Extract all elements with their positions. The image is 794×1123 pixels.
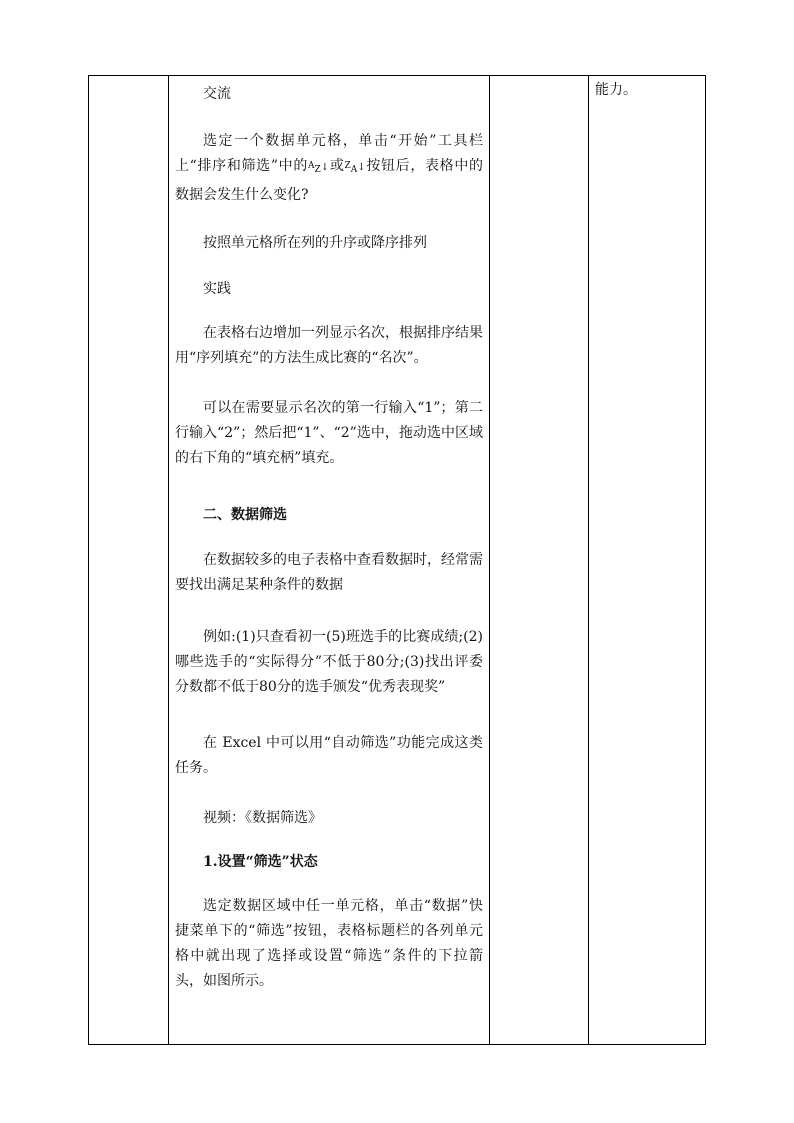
sort-question-or: 或 [329,158,345,174]
paragraph-exchange: 交流 [203,86,231,102]
paragraph-practice: 实践 [203,281,231,297]
main-content-cell [169,76,489,1044]
paragraph-rank-column: 在表格右边增加一列显示名次，根据排序结果用“序列填充”的方法生成比赛的“名次”。 [175,325,483,366]
paragraph-filter-example: 例如:(1)只查看初一(5)班选手的比赛成绩;(2)哪些选手的“实际得分”不低于80分;(3)找出评委分数都不低于80分的选手颁发“优秀表现奖” [175,629,483,695]
sort-question-suffix: 按钮后，表格中的数据会发生什么变化? [175,158,483,203]
paragraph-sort-answer: 按照单元格所在列的升序或降序排列 [203,235,427,251]
ability-cell: 能力。 [595,82,637,98]
paragraph-fill-handle: 可以在需要显示名次的第一行输入“1”；第二行输入“2”；然后把“1”、“2”选中，拖动选中区域的右下角的“填充柄”填充。 [175,400,483,466]
subheading-filter-state: 1.设置“筛选”状态 [203,854,318,870]
sort-ascending-icon: AZ↓ [308,161,330,175]
paragraph-sort-question [175,129,483,208]
paragraph-video: 视频：《数据筛选》 [203,810,322,826]
sort-descending-icon: ZA↓ [344,161,366,175]
sort-question-prefix: 选定一个数据单元格，单击“开始”工具栏上“排序和筛选”中的 [175,133,483,174]
paragraph-filter-steps: 选定数据区域中任一单元格，单击“数据”快捷菜单下的“筛选”按钮，表格标题栏的各列单元格中就出现了选择或设置“筛选”条件的下拉箭头，如图所示。 [175,898,483,989]
column-divider [588,76,589,1044]
lesson-table [88,75,706,1045]
paragraph-auto-filter: 在 Excel 中可以用“自动筛选”功能完成这类任务。 [175,735,483,776]
section-heading-filter: 二、数据筛选 [203,507,287,523]
column-divider [489,76,490,1044]
paragraph-filter-need: 在数据较多的电子表格中查看数据时，经常需要找出满足某种条件的数据 [175,552,483,593]
